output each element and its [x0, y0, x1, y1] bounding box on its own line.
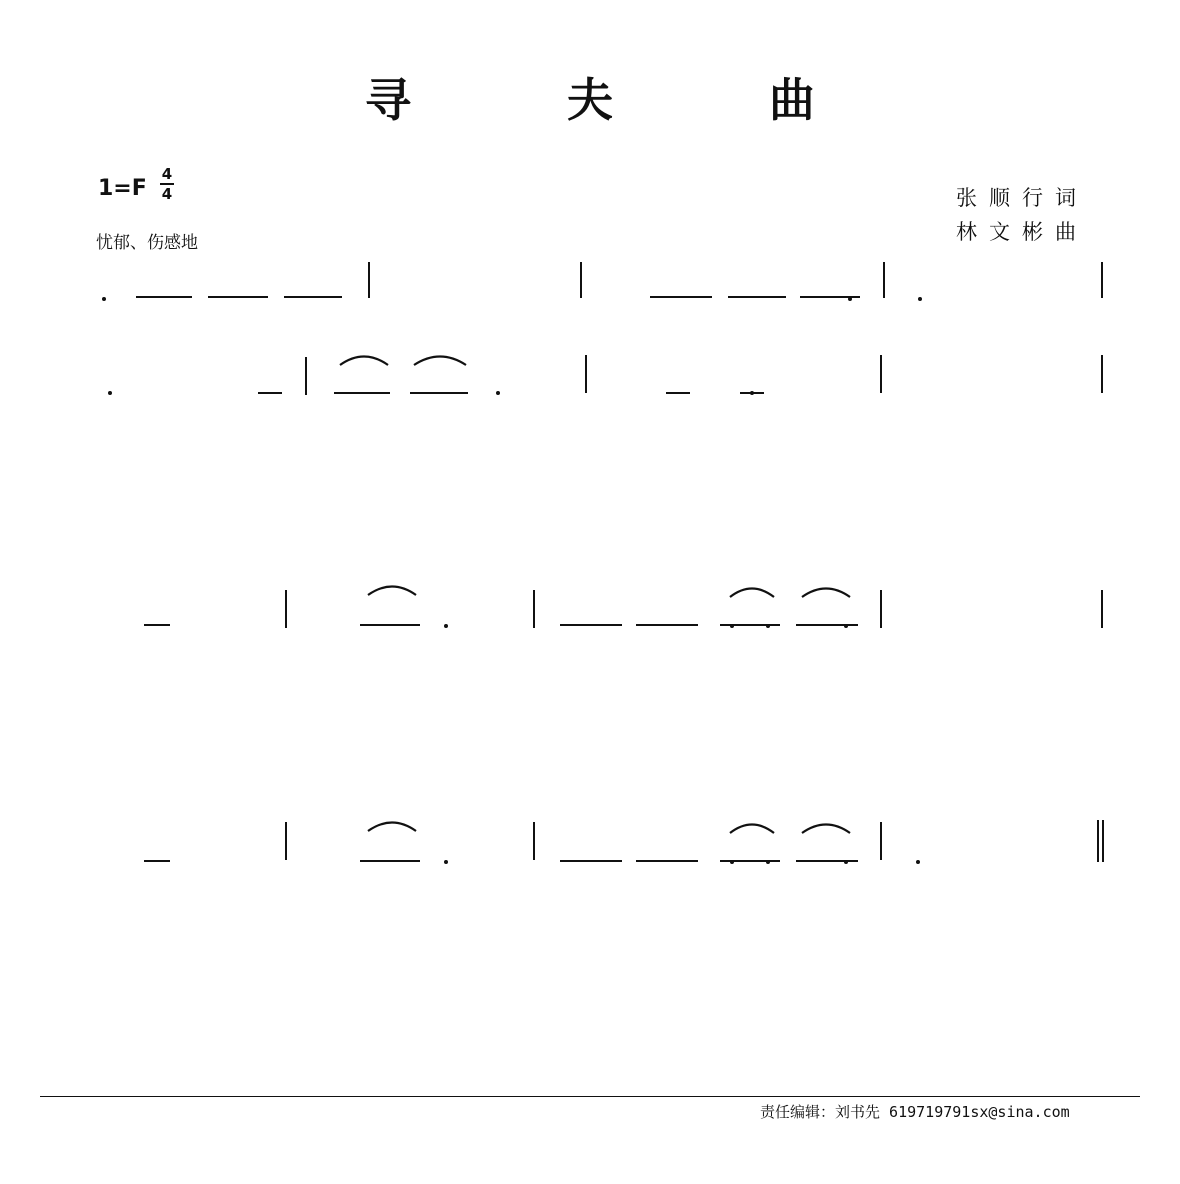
underline-beam — [666, 392, 690, 394]
octave-dot-below — [730, 860, 734, 864]
octave-dot-below — [750, 391, 754, 395]
underline-beam — [144, 860, 170, 862]
underline-beam — [796, 860, 858, 862]
slur-arc — [366, 582, 418, 596]
underline-beam — [360, 860, 420, 862]
slur-arc — [728, 820, 776, 834]
underline-beam — [728, 296, 786, 298]
underline-beam — [136, 296, 192, 298]
key-signature: 1=F — [98, 176, 147, 201]
barline — [883, 262, 885, 298]
underline-beam — [720, 860, 780, 862]
barline — [305, 357, 307, 395]
slur-arc — [800, 820, 852, 834]
underline-beam — [258, 392, 282, 394]
time-signature-top: 4 — [161, 165, 173, 183]
octave-dot-below — [102, 297, 106, 301]
underline-beam — [560, 624, 622, 626]
barline — [880, 590, 882, 628]
final-barline-thick — [1102, 820, 1104, 862]
octave-dot-below — [918, 297, 922, 301]
underline-beam — [360, 624, 420, 626]
barline — [533, 590, 535, 628]
lyricist-credit: 张顺行词 — [956, 186, 1088, 210]
barline — [880, 355, 882, 393]
editor-credit: 责任编辑：刘书先 — [760, 1103, 881, 1121]
footer-rule — [40, 1096, 1140, 1097]
underline-beam — [410, 392, 468, 394]
barline — [585, 355, 587, 393]
octave-dot-below — [916, 860, 920, 864]
underline-beam — [796, 624, 858, 626]
barline — [285, 822, 287, 860]
underline-beam — [650, 296, 712, 298]
underline-beam — [636, 624, 698, 626]
composer-credit: 林文彬曲 — [956, 220, 1088, 244]
octave-dot-below — [444, 860, 448, 864]
barline — [1101, 355, 1103, 393]
underline-beam — [144, 624, 170, 626]
octave-dot-below — [496, 391, 500, 395]
barline — [1101, 262, 1103, 298]
barline — [580, 262, 582, 298]
slur-arc — [728, 584, 776, 598]
octave-dot-below — [444, 624, 448, 628]
underline-beam — [560, 860, 622, 862]
octave-dot-below — [848, 297, 852, 301]
barline — [285, 590, 287, 628]
editor-email: 619719791sx@sina.com — [889, 1103, 1070, 1121]
underline-beam — [284, 296, 342, 298]
octave-dot-below — [844, 860, 848, 864]
octave-dot-below — [730, 624, 734, 628]
barline — [368, 262, 370, 298]
underline-beam — [208, 296, 268, 298]
final-barline-thin — [1097, 820, 1099, 862]
underline-beam — [720, 624, 780, 626]
octave-dot-below — [108, 391, 112, 395]
slur-arc — [366, 818, 418, 832]
footer — [760, 1101, 1070, 1122]
octave-dot-below — [766, 624, 770, 628]
song-title: 寻 夫 曲 — [364, 73, 886, 127]
time-signature-bottom: 4 — [161, 185, 173, 203]
octave-dot-below — [844, 624, 848, 628]
time-signature — [160, 166, 174, 202]
octave-dot-below — [766, 860, 770, 864]
slur-arc — [338, 352, 390, 366]
underline-beam — [636, 860, 698, 862]
slur-arc — [412, 352, 468, 366]
barline — [1101, 590, 1103, 628]
barline — [880, 822, 882, 860]
tempo-mood: 忧郁、伤感地 — [96, 233, 198, 253]
slur-arc — [800, 584, 852, 598]
underline-beam — [334, 392, 390, 394]
barline — [533, 822, 535, 860]
